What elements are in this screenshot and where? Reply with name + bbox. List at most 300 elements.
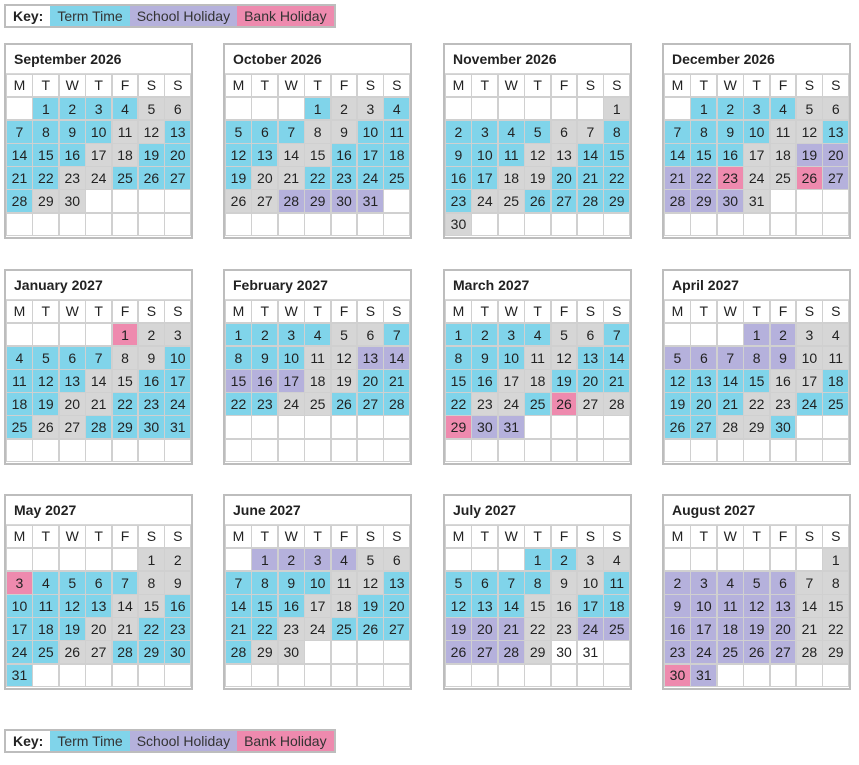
- day-cell: 15: [822, 594, 849, 618]
- day-cell: 9: [251, 346, 278, 370]
- month-calendar: [223, 494, 412, 690]
- weekday-header: W: [717, 525, 744, 549]
- empty-day-cell: [796, 664, 823, 688]
- day-cell: 28: [717, 415, 744, 439]
- empty-day-cell: [717, 439, 744, 463]
- empty-day-cell: [85, 323, 112, 347]
- empty-day-cell: [112, 548, 139, 572]
- empty-day-cell: [164, 213, 191, 237]
- day-cell: 31: [6, 664, 33, 688]
- day-cell: 26: [357, 617, 384, 641]
- day-cell: 11: [304, 346, 331, 370]
- day-cell: 31: [164, 415, 191, 439]
- day-cell: 15: [112, 369, 139, 393]
- day-cell: 15: [225, 369, 252, 393]
- day-cell: 11: [524, 346, 551, 370]
- month-day-grid: [225, 74, 410, 236]
- day-cell: 26: [664, 415, 691, 439]
- empty-day-cell: [112, 664, 139, 688]
- empty-day-cell: [471, 548, 498, 572]
- empty-day-cell: [6, 97, 33, 121]
- weekday-header: T: [32, 525, 59, 549]
- day-cell: 13: [164, 120, 191, 144]
- day-cell: 21: [112, 617, 139, 641]
- day-cell: 28: [383, 392, 410, 416]
- empty-day-cell: [331, 439, 358, 463]
- day-cell: 30: [445, 213, 472, 237]
- empty-day-cell: [225, 439, 252, 463]
- empty-day-cell: [225, 97, 252, 121]
- day-cell: 15: [251, 594, 278, 618]
- day-cell: 1: [304, 97, 331, 121]
- weekday-header: S: [603, 300, 630, 324]
- day-cell: 22: [603, 166, 630, 190]
- month-day-grid: [664, 300, 849, 462]
- day-cell: 26: [331, 392, 358, 416]
- month-day-grid: [6, 74, 191, 236]
- weekday-header: S: [577, 300, 604, 324]
- weekday-header: S: [796, 300, 823, 324]
- empty-day-cell: [603, 664, 630, 688]
- day-cell: 21: [603, 369, 630, 393]
- empty-day-cell: [822, 415, 849, 439]
- day-cell: 8: [445, 346, 472, 370]
- month-day-grid: [664, 74, 849, 236]
- day-cell: 13: [357, 346, 384, 370]
- empty-day-cell: [357, 640, 384, 664]
- weekday-header: F: [770, 74, 797, 98]
- day-cell: 13: [690, 369, 717, 393]
- weekday-header: T: [524, 300, 551, 324]
- day-cell: 27: [822, 166, 849, 190]
- month-title: February 2027: [225, 271, 410, 300]
- day-cell: 30: [551, 640, 578, 664]
- weekday-header: W: [59, 300, 86, 324]
- day-cell: 3: [690, 571, 717, 595]
- empty-day-cell: [304, 664, 331, 688]
- empty-day-cell: [59, 664, 86, 688]
- day-cell: 28: [577, 189, 604, 213]
- day-cell: 20: [164, 143, 191, 167]
- empty-day-cell: [770, 439, 797, 463]
- day-cell: 30: [331, 189, 358, 213]
- weekday-header: W: [278, 74, 305, 98]
- day-cell: 21: [85, 392, 112, 416]
- day-cell: 21: [796, 617, 823, 641]
- month-calendar: [662, 43, 851, 239]
- day-cell: 8: [32, 120, 59, 144]
- day-cell: 28: [6, 189, 33, 213]
- weekday-header: T: [690, 300, 717, 324]
- empty-day-cell: [498, 664, 525, 688]
- weekday-header: T: [32, 74, 59, 98]
- day-cell: 15: [524, 594, 551, 618]
- weekday-header: W: [717, 300, 744, 324]
- day-cell: 7: [85, 346, 112, 370]
- day-cell: 3: [85, 97, 112, 121]
- day-cell: 25: [304, 392, 331, 416]
- day-cell: 29: [822, 640, 849, 664]
- empty-day-cell: [331, 664, 358, 688]
- empty-day-cell: [577, 439, 604, 463]
- empty-day-cell: [717, 213, 744, 237]
- day-cell: 9: [138, 346, 165, 370]
- day-cell: 20: [822, 143, 849, 167]
- day-cell: 16: [770, 369, 797, 393]
- day-cell: 6: [822, 97, 849, 121]
- empty-day-cell: [471, 439, 498, 463]
- day-cell: 3: [743, 97, 770, 121]
- day-cell: 29: [524, 640, 551, 664]
- day-cell: 29: [603, 189, 630, 213]
- day-cell: 31: [690, 664, 717, 688]
- key-term-time: Term Time: [50, 731, 129, 751]
- empty-day-cell: [357, 664, 384, 688]
- day-cell: 22: [822, 617, 849, 641]
- day-cell: 24: [164, 392, 191, 416]
- key-term-time: Term Time: [50, 6, 129, 26]
- day-cell: 22: [112, 392, 139, 416]
- weekday-header: S: [164, 74, 191, 98]
- day-cell: 19: [551, 369, 578, 393]
- weekday-header: F: [770, 300, 797, 324]
- day-cell: 27: [164, 166, 191, 190]
- day-cell: 6: [383, 548, 410, 572]
- day-cell: 7: [664, 120, 691, 144]
- day-cell: 27: [85, 640, 112, 664]
- weekday-header: T: [690, 525, 717, 549]
- weekday-header: S: [383, 525, 410, 549]
- day-cell: 7: [6, 120, 33, 144]
- empty-day-cell: [743, 548, 770, 572]
- day-cell: 10: [743, 120, 770, 144]
- empty-day-cell: [796, 189, 823, 213]
- day-cell: 22: [32, 166, 59, 190]
- day-cell: 2: [164, 548, 191, 572]
- weekday-header: W: [498, 300, 525, 324]
- day-cell: 1: [524, 548, 551, 572]
- empty-day-cell: [59, 548, 86, 572]
- day-cell: 29: [112, 415, 139, 439]
- month-title: December 2026: [664, 45, 849, 74]
- day-cell: 5: [743, 571, 770, 595]
- month-title: April 2027: [664, 271, 849, 300]
- day-cell: 16: [445, 166, 472, 190]
- day-cell: 1: [138, 548, 165, 572]
- day-cell: 12: [331, 346, 358, 370]
- day-cell: 5: [551, 323, 578, 347]
- day-cell: 9: [471, 346, 498, 370]
- day-cell: 8: [138, 571, 165, 595]
- weekday-header: F: [551, 525, 578, 549]
- day-cell: 12: [32, 369, 59, 393]
- key-bank-holiday: Bank Holiday: [237, 731, 334, 751]
- empty-day-cell: [664, 548, 691, 572]
- day-cell: 5: [357, 548, 384, 572]
- empty-day-cell: [664, 439, 691, 463]
- day-cell: 20: [471, 617, 498, 641]
- day-cell: 16: [717, 143, 744, 167]
- day-cell: 30: [59, 189, 86, 213]
- weekday-header: T: [743, 74, 770, 98]
- empty-day-cell: [743, 664, 770, 688]
- day-cell: 29: [743, 415, 770, 439]
- empty-day-cell: [357, 415, 384, 439]
- day-cell: 28: [498, 640, 525, 664]
- month-title: July 2027: [445, 496, 630, 525]
- day-cell: 11: [331, 571, 358, 595]
- day-cell: 11: [32, 594, 59, 618]
- day-cell: 8: [225, 346, 252, 370]
- day-cell: 4: [331, 548, 358, 572]
- day-cell: 19: [59, 617, 86, 641]
- empty-day-cell: [690, 323, 717, 347]
- day-cell: 10: [85, 120, 112, 144]
- key-legend-top: [4, 4, 336, 28]
- weekday-header: W: [59, 525, 86, 549]
- day-cell: 25: [331, 617, 358, 641]
- empty-day-cell: [304, 439, 331, 463]
- weekday-header: F: [331, 525, 358, 549]
- day-cell: 19: [331, 369, 358, 393]
- day-cell: 21: [278, 166, 305, 190]
- weekday-header: T: [471, 525, 498, 549]
- day-cell: 19: [743, 617, 770, 641]
- day-cell: 20: [357, 369, 384, 393]
- weekday-header: S: [822, 300, 849, 324]
- day-cell: 30: [770, 415, 797, 439]
- day-cell: 20: [85, 617, 112, 641]
- day-cell: 14: [498, 594, 525, 618]
- day-cell: 13: [770, 594, 797, 618]
- weekday-header: T: [304, 525, 331, 549]
- day-cell: 8: [251, 571, 278, 595]
- day-cell: 18: [770, 143, 797, 167]
- day-cell: 26: [138, 166, 165, 190]
- day-cell: 12: [445, 594, 472, 618]
- day-cell: 21: [498, 617, 525, 641]
- key-bank-holiday: Bank Holiday: [237, 6, 334, 26]
- empty-day-cell: [85, 548, 112, 572]
- day-cell: 25: [603, 617, 630, 641]
- empty-day-cell: [112, 189, 139, 213]
- day-cell: 3: [357, 97, 384, 121]
- day-cell: 5: [331, 323, 358, 347]
- weekday-header: W: [498, 74, 525, 98]
- day-cell: 1: [225, 323, 252, 347]
- month-calendar: [662, 494, 851, 690]
- day-cell: 31: [357, 189, 384, 213]
- day-cell: 1: [32, 97, 59, 121]
- day-cell: 12: [743, 594, 770, 618]
- empty-day-cell: [59, 439, 86, 463]
- weekday-header: T: [304, 74, 331, 98]
- day-cell: 31: [577, 640, 604, 664]
- empty-day-cell: [796, 439, 823, 463]
- day-cell: 14: [112, 594, 139, 618]
- day-cell: 23: [717, 166, 744, 190]
- day-cell: 24: [85, 166, 112, 190]
- weekday-header: T: [524, 525, 551, 549]
- empty-day-cell: [770, 189, 797, 213]
- day-cell: 17: [164, 369, 191, 393]
- day-cell: 19: [138, 143, 165, 167]
- day-cell: 14: [6, 143, 33, 167]
- day-cell: 9: [331, 120, 358, 144]
- day-cell: 6: [577, 323, 604, 347]
- day-cell: 21: [6, 166, 33, 190]
- day-cell: 1: [603, 97, 630, 121]
- month-title: August 2027: [664, 496, 849, 525]
- month-title: November 2026: [445, 45, 630, 74]
- empty-day-cell: [85, 189, 112, 213]
- day-cell: 4: [770, 97, 797, 121]
- day-cell: 22: [304, 166, 331, 190]
- day-cell: 29: [32, 189, 59, 213]
- empty-day-cell: [383, 439, 410, 463]
- weekday-header: S: [357, 74, 384, 98]
- day-cell: 16: [331, 143, 358, 167]
- day-cell: 3: [164, 323, 191, 347]
- empty-day-cell: [304, 640, 331, 664]
- weekday-header: M: [664, 300, 691, 324]
- month-title: January 2027: [6, 271, 191, 300]
- day-cell: 30: [664, 664, 691, 688]
- weekday-header: W: [278, 300, 305, 324]
- empty-day-cell: [524, 439, 551, 463]
- weekday-header: T: [304, 300, 331, 324]
- day-cell: 29: [445, 415, 472, 439]
- day-cell: 16: [664, 617, 691, 641]
- day-cell: 1: [251, 548, 278, 572]
- day-cell: 11: [603, 571, 630, 595]
- day-cell: 11: [383, 120, 410, 144]
- day-cell: 11: [112, 120, 139, 144]
- day-cell: 2: [331, 97, 358, 121]
- day-cell: 13: [551, 143, 578, 167]
- day-cell: 23: [551, 617, 578, 641]
- day-cell: 3: [278, 323, 305, 347]
- empty-day-cell: [32, 548, 59, 572]
- day-cell: 7: [225, 571, 252, 595]
- day-cell: 26: [524, 189, 551, 213]
- empty-day-cell: [524, 415, 551, 439]
- day-cell: 27: [770, 640, 797, 664]
- day-cell: 8: [603, 120, 630, 144]
- day-cell: 22: [251, 617, 278, 641]
- day-cell: 23: [278, 617, 305, 641]
- day-cell: 25: [32, 640, 59, 664]
- day-cell: 3: [304, 548, 331, 572]
- day-cell: 7: [498, 571, 525, 595]
- month-title: October 2026: [225, 45, 410, 74]
- empty-day-cell: [383, 189, 410, 213]
- day-cell: 2: [551, 548, 578, 572]
- weekday-header: S: [603, 525, 630, 549]
- day-cell: 4: [383, 97, 410, 121]
- empty-day-cell: [717, 548, 744, 572]
- empty-day-cell: [164, 189, 191, 213]
- day-cell: 10: [278, 346, 305, 370]
- month-calendar: [4, 269, 193, 465]
- day-cell: 9: [164, 571, 191, 595]
- day-cell: 5: [796, 97, 823, 121]
- day-cell: 24: [471, 189, 498, 213]
- day-cell: 18: [603, 594, 630, 618]
- day-cell: 6: [251, 120, 278, 144]
- empty-day-cell: [32, 323, 59, 347]
- weekday-header: S: [383, 74, 410, 98]
- day-cell: 6: [551, 120, 578, 144]
- day-cell: 18: [717, 617, 744, 641]
- empty-day-cell: [383, 664, 410, 688]
- empty-day-cell: [498, 213, 525, 237]
- day-cell: 23: [471, 392, 498, 416]
- day-cell: 26: [796, 166, 823, 190]
- day-cell: 17: [796, 369, 823, 393]
- empty-day-cell: [577, 97, 604, 121]
- day-cell: 9: [664, 594, 691, 618]
- weekday-header: M: [6, 300, 33, 324]
- day-cell: 16: [278, 594, 305, 618]
- day-cell: 6: [471, 571, 498, 595]
- weekday-header: F: [331, 74, 358, 98]
- day-cell: 7: [383, 323, 410, 347]
- day-cell: 17: [577, 594, 604, 618]
- day-cell: 18: [498, 166, 525, 190]
- month-calendar: [223, 269, 412, 465]
- day-cell: 11: [717, 594, 744, 618]
- day-cell: 12: [664, 369, 691, 393]
- day-cell: 1: [743, 323, 770, 347]
- day-cell: 23: [664, 640, 691, 664]
- day-cell: 17: [357, 143, 384, 167]
- day-cell: 10: [796, 346, 823, 370]
- empty-day-cell: [445, 439, 472, 463]
- day-cell: 7: [577, 120, 604, 144]
- day-cell: 25: [383, 166, 410, 190]
- day-cell: 25: [498, 189, 525, 213]
- day-cell: 2: [138, 323, 165, 347]
- key-legend-bottom: [4, 729, 336, 753]
- day-cell: 11: [6, 369, 33, 393]
- day-cell: 26: [445, 640, 472, 664]
- empty-day-cell: [471, 97, 498, 121]
- empty-day-cell: [383, 213, 410, 237]
- day-cell: 20: [251, 166, 278, 190]
- day-cell: 8: [112, 346, 139, 370]
- day-cell: 4: [304, 323, 331, 347]
- day-cell: 2: [664, 571, 691, 595]
- day-cell: 17: [304, 594, 331, 618]
- day-cell: 2: [471, 323, 498, 347]
- day-cell: 19: [32, 392, 59, 416]
- empty-day-cell: [278, 213, 305, 237]
- empty-day-cell: [304, 415, 331, 439]
- day-cell: 23: [445, 189, 472, 213]
- day-cell: 30: [717, 189, 744, 213]
- key-label: Key:: [6, 6, 50, 26]
- day-cell: 5: [138, 97, 165, 121]
- day-cell: 25: [6, 415, 33, 439]
- weekday-header: M: [6, 525, 33, 549]
- weekday-header: T: [690, 74, 717, 98]
- day-cell: 31: [743, 189, 770, 213]
- day-cell: 20: [690, 392, 717, 416]
- weekday-header: S: [138, 300, 165, 324]
- day-cell: 23: [251, 392, 278, 416]
- empty-day-cell: [383, 640, 410, 664]
